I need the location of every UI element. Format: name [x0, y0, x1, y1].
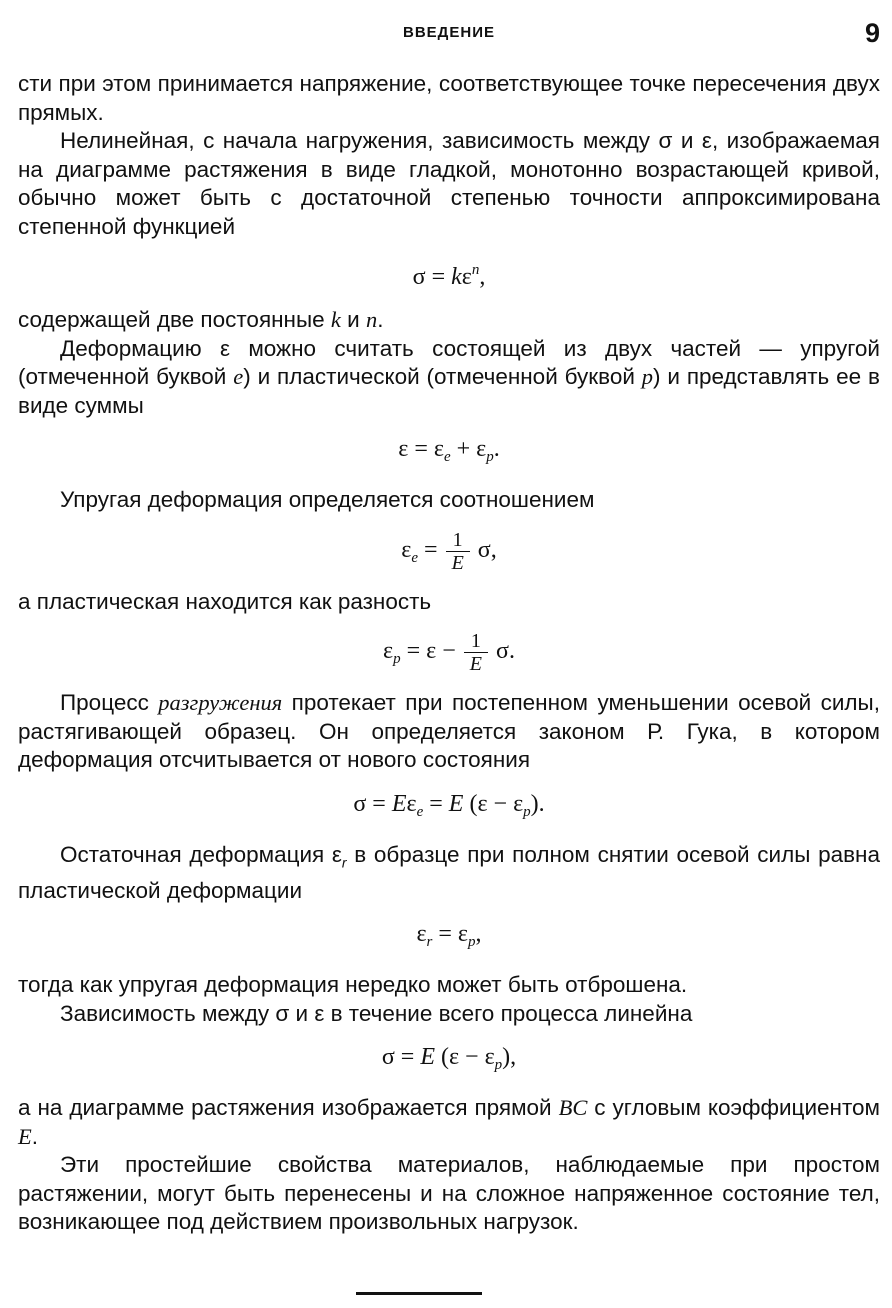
book-page	[18, 0, 880, 1308]
paragraph-generalization: Эти простейшие свойства материалов, наблюдаемые при простом растяжении, могут быть перенесены и на сложное напряженное состояние тел, возникающее под действием произвольных нагрузок.	[18, 1152, 880, 1234]
paragraph-line-bc: а на диаграмме растяжения изображается прямой BC с угловым коэффициентом E.	[18, 1095, 880, 1149]
running-title: ВВЕДЕНИЕ	[403, 24, 495, 41]
paragraph-nonlinear: Нелинейная, с начала нагружения, зависимость между σ и ε, изображаемая на диаграмме растяжения в виде гладкой, монотонно возрастающей кривой, обычно может быть с достаточной степенью точности аппроксимирована степенной функцией	[18, 128, 880, 239]
section-end-rule	[356, 1292, 482, 1295]
formula-elastic-strain: $\varepsilon_e$ = $\frac{1}{E}$ σ,	[401, 528, 497, 574]
body-text	[18, 70, 880, 1237]
formula-plastic-strain: $\varepsilon_p = \varepsilon$ − $\frac{1}{E}$ σ.	[383, 630, 515, 675]
paragraph-elastic-discarded: тогда как упругая деформация нередко может быть отброшена.	[18, 972, 688, 997]
paragraph-linear-dependence: Зависимость между σ и ε в течение всего процесса линейна	[60, 1000, 693, 1026]
paragraph-continuation: сти при этом принимается напряжение, соответствующее точке пересечения двух прямых.	[18, 71, 880, 125]
paragraph-residual: Остаточная деформация $\varepsilon_r$ в образце при полном снятии осевой силы равна пластической деформации	[18, 841, 880, 903]
formula-residual-equals-plastic: $\varepsilon_r = \varepsilon_p$,	[416, 921, 482, 950]
formula-strain-sum: $\varepsilon = \varepsilon_e + \varepsilon_p$.	[398, 436, 500, 465]
formula-power-law: $\sigma = k\varepsilon^n$,	[412, 262, 486, 290]
paragraph-plastic: а пластическая находится как разность	[18, 588, 432, 614]
paragraph-elastic: Упругая деформация определяется соотношением	[60, 487, 595, 512]
paragraph-constants: содержащей две постоянные k и n.	[18, 307, 384, 332]
formula-hooke: $\sigma = E\varepsilon_e = E$ $(\varepsilon - \varepsilon_p)$.	[353, 790, 545, 820]
formula-linear: σ = E $(\varepsilon - \varepsilon_p)$,	[381, 1044, 517, 1073]
paragraph-unloading: Процесс разгружения протекает при постепенном уменьшении осевой силы, растягивающей образец. Он определяется законом Р. Гука, в котором деформация отсчитывается от нового состояния	[18, 690, 880, 772]
paragraph-deformation-parts: Деформацию ε можно считать состоящей из двух частей — упругой (отмеченной буквой e) и пластической (отмеченной буквой p) и представлять ее в виде суммы	[18, 335, 881, 418]
page-number: 9	[864, 18, 880, 48]
running-head	[18, 18, 880, 48]
